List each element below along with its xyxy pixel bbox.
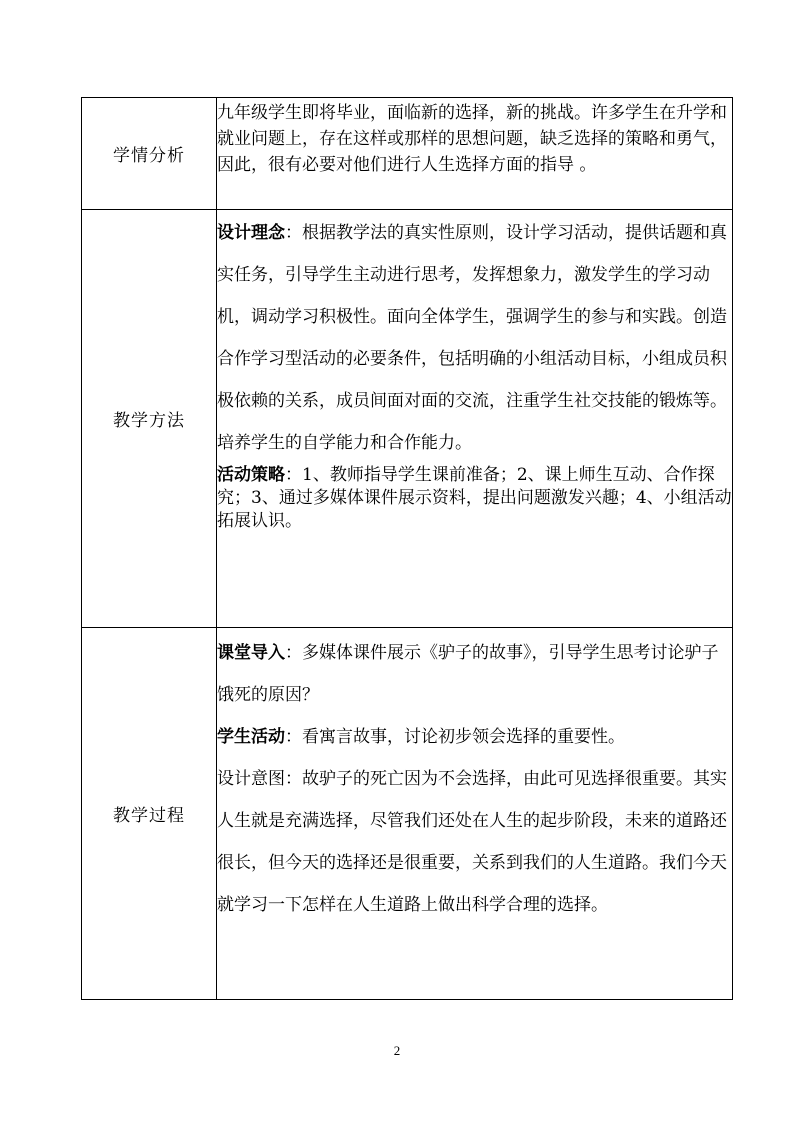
student-activity-heading: 学生活动 (217, 727, 285, 747)
student-activity-paragraph (217, 716, 732, 758)
cell-student-analysis (217, 98, 733, 210)
activity-strategy-paragraph (217, 464, 732, 533)
student-activity-text: ：看寓言故事，讨论初步领会选择的重要性。 (285, 727, 625, 747)
cell-teaching-methods (217, 210, 733, 628)
page-number: 2 (393, 1043, 401, 1058)
design-concept-paragraph (217, 210, 732, 464)
table-row-teaching-process (82, 628, 733, 1000)
row-label-teaching-methods: 教学方法 (82, 210, 217, 628)
row-label-student-analysis: 学情分析 (82, 98, 217, 210)
design-intent-paragraph: 设计意图：故驴子的死亡因为不会选择，由此可见选择很重要。其实人生就是充满选择，尽管我们还处在人生的起步阶段，未来的道路还很长，但今天的选择还是很重要，关系到我们的人生道路。我们今天就学习一下怎样在人生道路上做出科学合理的选择。 (217, 769, 727, 915)
class-intro-text: ：多媒体课件展示《驴子的故事》，引导学生思考讨论驴子饿死的原因？ (217, 643, 719, 705)
row-label-teaching-process: 教学过程 (82, 628, 217, 1000)
activity-strategy-text: ：1、教师指导学生课前准备；2、课上师生互动、合作探究；3、通过多媒体课件展示资料，提出问题激发兴趣；4、小组活动拓展认识。 (217, 465, 732, 531)
table-row-teaching-methods (82, 210, 733, 628)
student-analysis-text: 九年级学生即将毕业，面临新的选择，新的挑战。许多学生在升学和就业问题上，存在这样或那样的思想问题，缺乏选择的策略和勇气，因此，很有必要对他们进行人生选择方面的指导 。 (217, 103, 727, 175)
design-concept-heading: 设计理念 (217, 223, 285, 243)
design-concept-text: ：根据教学法的真实性原则，设计学习活动，提供话题和真实任务，引导学生主动进行思考，发挥想象力，激发学生的学习动机，调动学习积极性。面向全体学生，强调学生的参与和实践。创造合作学习型活动的必要条件，包括明确的小组活动目标，小组成员积极依赖的关系，成员间面对面的交流，注重学生社交技能的锻炼等。培养学生的自学能力和合作能力。 (217, 223, 727, 453)
activity-strategy-heading: 活动策略 (217, 465, 285, 485)
lesson-plan-table (81, 97, 733, 1000)
cell-teaching-process (217, 628, 733, 1000)
table-row-student-analysis (82, 98, 733, 210)
class-intro-paragraph (217, 628, 732, 716)
class-intro-heading: 课堂导入 (217, 643, 285, 663)
